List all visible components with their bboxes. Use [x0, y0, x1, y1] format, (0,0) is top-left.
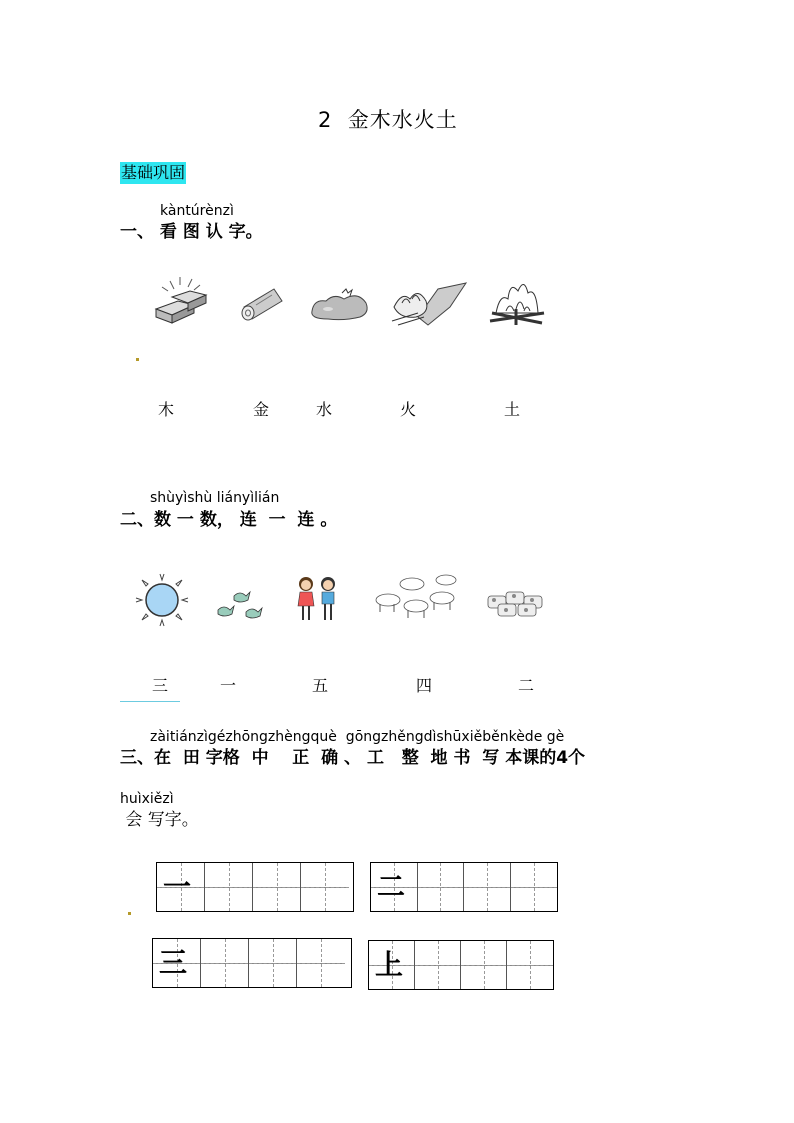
- grid-cell[interactable]: [249, 939, 297, 987]
- q3-pinyin-line2: huìxiězì: [120, 791, 174, 807]
- grid-cell[interactable]: [461, 941, 507, 989]
- model-char: 一: [163, 870, 192, 903]
- q2-char: 一: [220, 676, 237, 695]
- section-badge: 基础巩固: [121, 163, 186, 182]
- grid-cell[interactable]: [507, 941, 553, 989]
- tianzige-grid[interactable]: [156, 862, 354, 912]
- q3-text-line1: 三、在 田 字格 中 正 确 、 工 整 地 书 写 本课的4个: [120, 748, 586, 768]
- grid-cell[interactable]: [464, 863, 511, 911]
- q1-char: 水: [316, 400, 333, 419]
- sun-icon: [134, 572, 196, 628]
- q2-char: 四: [416, 676, 433, 695]
- grid-cell[interactable]: [205, 863, 253, 911]
- tianzige-grid[interactable]: [368, 940, 554, 990]
- q2-char: 二: [518, 676, 535, 695]
- water-puddle-icon: [308, 273, 370, 329]
- mark-dot: [128, 912, 131, 915]
- tianzige-grid[interactable]: [152, 938, 352, 988]
- grid-cell[interactable]: [157, 863, 205, 911]
- fire-wood-icon: [388, 273, 450, 329]
- grid-cell[interactable]: [253, 863, 301, 911]
- q2-char: 五: [312, 676, 329, 695]
- mark-dot: [136, 358, 139, 361]
- cows-icon: [484, 584, 546, 640]
- gold-bars-icon: [150, 273, 212, 329]
- grid-cell[interactable]: [301, 863, 349, 911]
- q2-pinyin: shùyìshù liányìlián: [150, 490, 280, 506]
- page-title: 2 金木水火土: [318, 108, 458, 132]
- q3-text-line2: 会 写字。: [120, 810, 199, 830]
- goats-icon: [372, 570, 434, 626]
- grid-cell[interactable]: [153, 939, 201, 987]
- grid-cell[interactable]: [297, 939, 345, 987]
- grid-cell[interactable]: [369, 941, 415, 989]
- grid-cell[interactable]: [511, 863, 557, 911]
- q1-char: 木: [158, 400, 175, 419]
- model-char: 二: [377, 870, 406, 903]
- q1-pinyin: kàntúrènzì: [160, 203, 234, 219]
- q1-char: 火: [400, 400, 417, 419]
- q2-char: 三: [152, 676, 169, 695]
- model-char: 上: [375, 948, 404, 981]
- q2-text: 二、数 一 数， 连 一 连 。: [120, 510, 338, 530]
- grid-cell[interactable]: [415, 941, 461, 989]
- q1-text: 一、 看 图 认 字。: [120, 222, 263, 242]
- children-icon: [294, 574, 356, 630]
- grid-cell[interactable]: [201, 939, 249, 987]
- q3-pinyin-line1: zàitiánzìgézhōngzhèngquè gōngzhěngdìshūxiěběnkède gè: [150, 729, 565, 745]
- grid-cell[interactable]: [418, 863, 465, 911]
- underline-divider: [120, 701, 180, 702]
- tianzige-grid[interactable]: [370, 862, 558, 912]
- model-char: 三: [159, 946, 188, 979]
- wood-log-icon: [232, 273, 294, 329]
- q1-char: 土: [504, 400, 521, 419]
- q1-char: 金: [253, 400, 270, 419]
- soil-fire-icon: [486, 273, 548, 329]
- grid-cell[interactable]: [371, 863, 418, 911]
- birds-icon: [212, 584, 274, 640]
